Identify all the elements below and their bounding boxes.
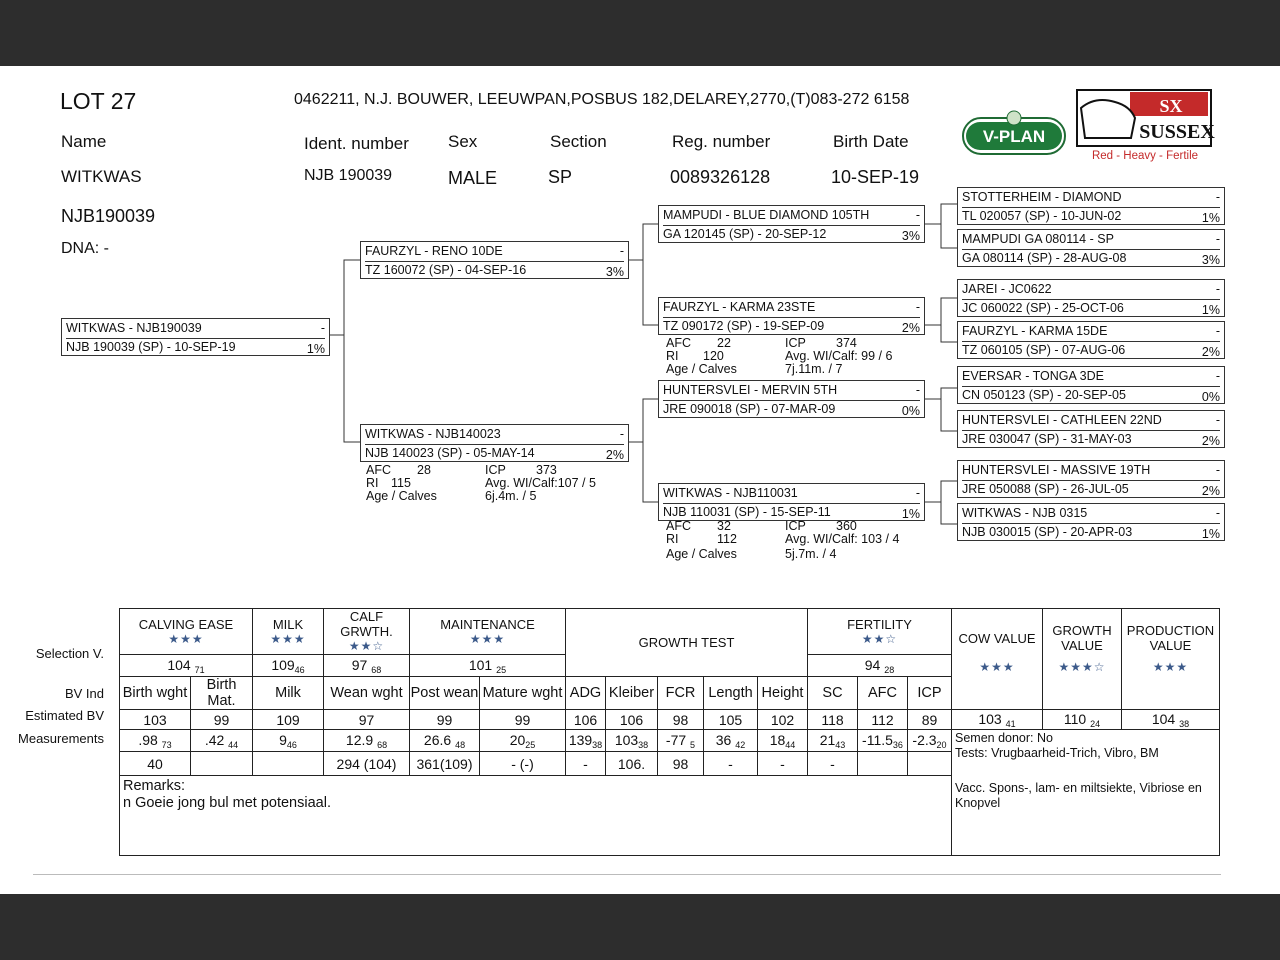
sussex-sx: SX xyxy=(1159,96,1183,116)
ebv-value: 103 xyxy=(614,731,639,748)
g8-dash: - xyxy=(1215,506,1220,520)
pedigree-dam-sire xyxy=(658,380,925,418)
group-maintenance xyxy=(410,609,566,655)
growth-value-label: GROWTH VALUE xyxy=(1052,623,1112,653)
sd-wi: Avg. WI/Calf: 99 / 6 xyxy=(785,349,893,363)
ident-header: Ident. number xyxy=(304,134,409,153)
cow-value-acc: 41 xyxy=(1005,718,1016,729)
ebv-cell xyxy=(253,730,324,752)
meas-cell: 106. xyxy=(606,752,658,776)
g8-line: NJB 030015 (SP) - 20-APR-03 xyxy=(962,525,1133,539)
meas-cell xyxy=(858,752,908,776)
ebv-cell xyxy=(410,730,480,752)
meas-cell: 294 (104) xyxy=(324,752,410,776)
g7-name: HUNTERSVLEI - MASSIVE 19TH xyxy=(962,463,1151,477)
row-label-meas: Measurements xyxy=(18,731,104,746)
g6-pct: 2% xyxy=(1201,434,1220,448)
col-kleiber: Kleiber xyxy=(606,677,658,710)
ebv-acc: 46 xyxy=(286,739,297,750)
pedigree-gg-1 xyxy=(957,187,1225,225)
g4-pct: 2% xyxy=(1201,345,1220,359)
production-value-label: PRODUCTION VALUE xyxy=(1126,623,1215,653)
sd-age-label: Age / Calves xyxy=(666,362,737,376)
sussex-text: SUSSEX xyxy=(1139,121,1215,143)
col-post-wean: Post wean xyxy=(410,677,480,710)
dd-afc: 32 xyxy=(717,519,731,533)
sd-afc-label: AFC xyxy=(666,336,691,350)
dam-icp: 373 xyxy=(536,463,557,477)
sd-ri-label: RI xyxy=(666,349,679,363)
g3-dash: - xyxy=(1215,282,1220,296)
row-label-ebv: Estimated BV xyxy=(25,708,104,723)
remarks-cell xyxy=(120,776,952,856)
g8-pct: 1% xyxy=(1201,527,1220,541)
bv-cell: 98 xyxy=(658,710,704,730)
dd-line: NJB 110031 (SP) - 15-SEP-11 xyxy=(663,505,831,519)
ebv-acc: 20 xyxy=(936,739,947,750)
col-icp: ICP xyxy=(908,677,952,710)
sel-calf-acc: 68 xyxy=(371,664,382,675)
remarks-label: Remarks: xyxy=(123,778,186,794)
bv-cell: 89 xyxy=(908,710,952,730)
dam-wi: Avg. WI/Calf:107 / 5 xyxy=(485,476,596,490)
sd-name: FAURZYL - KARMA 23STE xyxy=(663,300,816,314)
calving-ease-stars: ★★★ xyxy=(168,631,204,646)
pedigree-sire-dam xyxy=(658,297,925,335)
footer-divider xyxy=(33,874,1221,875)
ebv-acc: 25 xyxy=(525,739,536,750)
maintenance-stars: ★★★ xyxy=(469,631,506,646)
ss-dash: - xyxy=(915,208,920,222)
bv-row xyxy=(120,710,1220,730)
ebv-acc: 43 xyxy=(835,739,846,750)
g4-name: FAURZYL - KARMA 15DE xyxy=(962,324,1108,338)
pedigree-dam xyxy=(360,424,629,462)
fertility-label: FERTILITY xyxy=(847,616,912,632)
col-mature-weight: Mature wght xyxy=(480,677,566,710)
milk-stars: ★★★ xyxy=(270,631,306,646)
meas-cell: - xyxy=(566,752,606,776)
ebv-acc: 42 xyxy=(735,739,746,750)
ss-name: MAMPUDI - BLUE DIAMOND 105TH xyxy=(663,208,870,222)
dam-name: WITKWAS - NJB140023 xyxy=(365,427,501,441)
tests: Tests: Vrugbaarheid-Trich, Vibro, BM xyxy=(955,746,1159,760)
ebv-cell xyxy=(120,730,191,752)
dd-afc-label: AFC xyxy=(666,519,691,533)
ebv-cell xyxy=(908,730,952,752)
col-milk: Milk xyxy=(253,677,324,710)
bv-cell: 99 xyxy=(410,710,480,730)
birth-header: Birth Date xyxy=(833,132,909,151)
selection-calving-ease xyxy=(120,655,253,677)
sire-dash: - xyxy=(619,244,624,258)
sel-calf-value: 97 xyxy=(351,656,368,673)
row-label-selection: Selection V. xyxy=(35,646,104,661)
ebv-value: .42 xyxy=(204,731,225,748)
g5-name: EVERSAR - TONGA 3DE xyxy=(962,369,1104,383)
remarks-text: n Goeie jong bul met potensiaal. xyxy=(123,795,331,811)
row-label-bv: BV Ind xyxy=(64,686,104,701)
sel-milk-value: 109 xyxy=(271,656,295,673)
sd-pct: 2% xyxy=(901,321,920,335)
sel-milk-acc: 46 xyxy=(294,664,305,675)
col-adg: ADG xyxy=(566,677,606,710)
ebv-cell xyxy=(658,730,704,752)
dd-ri: 112 xyxy=(717,532,737,546)
lot-page xyxy=(0,66,1280,894)
pedigree-gg-4 xyxy=(957,321,1225,359)
fertility-stars: ★★☆ xyxy=(861,631,898,646)
dd-name: WITKWAS - NJB110031 xyxy=(663,486,798,500)
pedigree-gg-8 xyxy=(957,503,1225,541)
sel-maint-acc: 25 xyxy=(496,664,507,675)
meas-cell xyxy=(191,752,253,776)
sel-fert-acc: 28 xyxy=(884,664,895,675)
g2-name: MAMPUDI GA 080114 - SP xyxy=(962,232,1114,246)
col-length: Length xyxy=(704,677,758,710)
pedigree-sire xyxy=(360,241,629,279)
dd-ri-label: RI xyxy=(666,532,679,546)
ds-pct: 0% xyxy=(901,404,920,418)
pedigree-gg-2 xyxy=(957,229,1225,267)
group-production-value xyxy=(1122,609,1220,710)
group-calving-ease xyxy=(120,609,253,655)
sd-icp-label: ICP xyxy=(785,336,806,350)
g4-dash: - xyxy=(1215,324,1220,338)
sire-name: FAURZYL - RENO 10DE xyxy=(365,244,503,258)
ebv-acc: 68 xyxy=(377,739,388,750)
breeding-value-table xyxy=(119,608,1220,856)
pedigree-sire-sire xyxy=(658,205,925,243)
ebv-value: 20 xyxy=(509,731,526,748)
sel-fert-value: 94 xyxy=(864,656,881,673)
group-milk xyxy=(253,609,324,655)
subject-dash: - xyxy=(320,321,325,335)
ebv-acc: 73 xyxy=(161,739,172,750)
g6-name: HUNTERSVLEI - CATHLEEN 22ND xyxy=(962,413,1162,427)
bv-cell: 97 xyxy=(324,710,410,730)
meas-cell: 361(109) xyxy=(410,752,480,776)
meas-cell: - xyxy=(704,752,758,776)
milk-label: MILK xyxy=(272,616,304,632)
sd-ri: 120 xyxy=(703,349,724,363)
bv-cell: 118 xyxy=(808,710,858,730)
ebv-cell xyxy=(858,730,908,752)
sex-header: Sex xyxy=(448,132,478,151)
selection-maintenance xyxy=(410,655,566,677)
dd-icp: 360 xyxy=(836,519,857,533)
ebv-acc: 36 xyxy=(892,739,903,750)
dam-age: 6j.4m. / 5 xyxy=(485,489,537,503)
g5-line: CN 050123 (SP) - 20-SEP-05 xyxy=(962,388,1126,402)
pedigree-gg-3 xyxy=(957,279,1225,317)
bv-cell: 112 xyxy=(858,710,908,730)
ds-dash: - xyxy=(915,383,920,397)
g2-pct: 3% xyxy=(1201,253,1220,267)
name-header: Name xyxy=(61,132,107,151)
g1-line: TL 020057 (SP) - 10-JUN-02 xyxy=(962,209,1122,223)
vaccinations: Vacc. Spons-, lam- en miltsiekte, Vibriose en Knopvel xyxy=(955,781,1202,810)
col-birth-weight: Birth wght xyxy=(120,677,191,710)
sel-calving-acc: 71 xyxy=(194,664,205,675)
dam-afc: 28 xyxy=(417,463,431,477)
dd-pct: 1% xyxy=(901,507,920,521)
ebv-acc: 38 xyxy=(638,739,649,750)
col-afc: AFC xyxy=(858,677,908,710)
sd-dash: - xyxy=(915,300,920,314)
sd-afc: 22 xyxy=(717,336,731,350)
g3-name: JAREI - JC0622 xyxy=(962,282,1052,296)
ebv-cell xyxy=(606,730,658,752)
selection-calf-growth xyxy=(324,655,410,677)
group-growth-test: GROWTH TEST xyxy=(566,609,808,677)
sire-line: TZ 160072 (SP) - 04-SEP-16 xyxy=(365,263,527,277)
ebv-value: 26.6 xyxy=(423,731,452,748)
col-height: Height xyxy=(758,677,808,710)
g8-name: WITKWAS - NJB 0315 xyxy=(962,506,1088,520)
animal-reg: 0089326128 xyxy=(670,167,771,187)
subject-line: NJB 190039 (SP) - 10-SEP-19 xyxy=(66,340,236,354)
cow-value: 103 xyxy=(978,710,1002,727)
semen-donor: Semen donor: No xyxy=(955,731,1053,745)
pedigree-gg-5 xyxy=(957,366,1225,404)
maintenance-label: MAINTENANCE xyxy=(440,616,535,632)
ebv-cell xyxy=(808,730,858,752)
sire-pct: 3% xyxy=(605,265,624,279)
sd-age: 7j.11m. / 7 xyxy=(785,362,843,376)
g1-pct: 1% xyxy=(1201,211,1220,225)
ebv-value: -2.3 xyxy=(912,731,937,748)
ebv-cell xyxy=(191,730,253,752)
g4-line: TZ 060105 (SP) - 07-AUG-06 xyxy=(962,343,1126,357)
sussex-tagline: Red - Heavy - Fertile xyxy=(1091,150,1199,162)
group-cow-value xyxy=(952,609,1043,710)
animal-section: SP xyxy=(548,167,573,187)
ebv-cell xyxy=(566,730,606,752)
col-fcr: FCR xyxy=(658,677,704,710)
dd-age: 5j.7m. / 4 xyxy=(785,547,837,561)
production-value-stars: ★★★ xyxy=(1152,660,1189,674)
ebv-acc: 44 xyxy=(785,739,796,750)
g6-line: JRE 030047 (SP) - 31-MAY-03 xyxy=(962,432,1132,446)
dd-icp-label: ICP xyxy=(785,519,806,533)
pedigree-gg-6 xyxy=(957,410,1225,448)
sd-icp: 374 xyxy=(836,336,857,350)
g2-dash: - xyxy=(1215,232,1220,246)
ebv-value: 12.9 xyxy=(345,731,374,748)
bv-cell: 105 xyxy=(704,710,758,730)
sel-calving-value: 104 xyxy=(167,656,191,673)
calf-growth-label: CALF GRWTH. xyxy=(340,609,393,639)
g1-name: STOTTERHEIM - DIAMOND xyxy=(962,190,1122,204)
g5-pct: 0% xyxy=(1201,390,1220,404)
reg-header: Reg. number xyxy=(672,132,771,151)
ss-pct: 3% xyxy=(901,229,920,243)
bv-cell: 102 xyxy=(758,710,808,730)
group-calf-growth xyxy=(324,609,410,655)
pedigree-subject xyxy=(61,318,330,356)
dd-wi: Avg. WI/Calf: 103 / 4 xyxy=(785,532,900,546)
g7-line: JRE 050088 (SP) - 26-JUL-05 xyxy=(962,482,1129,496)
ebv-acc: 48 xyxy=(455,739,466,750)
dd-dash: - xyxy=(915,486,920,500)
g1-dash: - xyxy=(1215,190,1220,204)
dam-afc-label: AFC xyxy=(366,463,391,477)
bv-cell: 106 xyxy=(566,710,606,730)
ss-line: GA 120145 (SP) - 20-SEP-12 xyxy=(663,227,827,241)
bv-cell: 106 xyxy=(606,710,658,730)
animal-name: WITKWAS xyxy=(61,167,142,186)
cow-value-label: COW VALUE xyxy=(958,631,1036,646)
ebv-value: -11.5 xyxy=(862,731,893,748)
meas-cell: - xyxy=(758,752,808,776)
meas-cell xyxy=(253,752,324,776)
meas-cell xyxy=(908,752,952,776)
growth-value-acc: 24 xyxy=(1090,718,1101,729)
col-sc: SC xyxy=(808,677,858,710)
ebv-cell xyxy=(758,730,808,752)
growth-value: 110 xyxy=(1063,710,1087,727)
vplan-logo-text: V-PLAN xyxy=(982,127,1046,146)
ebv-value: 21 xyxy=(819,731,836,748)
g3-pct: 1% xyxy=(1201,303,1220,317)
cow-value-cell xyxy=(952,710,1043,730)
meas-cell: 40 xyxy=(120,752,191,776)
selection-milk xyxy=(253,655,324,677)
dam-pct: 2% xyxy=(605,448,624,462)
dd-age-label: Age / Calves xyxy=(666,547,737,561)
ebv-acc: 38 xyxy=(592,739,603,750)
g5-dash: - xyxy=(1215,369,1220,383)
production-value-acc: 38 xyxy=(1179,718,1190,729)
dam-ri-label: RI xyxy=(366,476,379,490)
pedigree-dam-dam xyxy=(658,483,925,521)
subject-name: WITKWAS - NJB190039 xyxy=(66,321,202,335)
g3-line: JC 060022 (SP) - 25-OCT-06 xyxy=(962,301,1124,315)
g6-dash: - xyxy=(1215,413,1220,427)
ebv-cell xyxy=(324,730,410,752)
group-growth-value xyxy=(1043,609,1122,710)
ebv-cell xyxy=(704,730,758,752)
sd-line: TZ 090172 (SP) - 19-SEP-09 xyxy=(663,319,825,333)
lot-number: LOT 27 xyxy=(60,88,137,114)
ebv-value: 139 xyxy=(568,731,593,748)
ebv-row xyxy=(120,730,1220,752)
g7-pct: 2% xyxy=(1201,484,1220,498)
sel-maint-value: 101 xyxy=(468,656,493,673)
dam-line: NJB 140023 (SP) - 05-MAY-14 xyxy=(365,446,535,460)
bv-cell: 99 xyxy=(191,710,253,730)
meas-cell: 98 xyxy=(658,752,704,776)
dam-dash: - xyxy=(619,427,624,441)
ds-name: HUNTERSVLEI - MERVIN 5TH xyxy=(663,383,838,397)
meas-cell: - (-) xyxy=(480,752,566,776)
dam-icp-label: ICP xyxy=(485,463,506,477)
bv-cell: 99 xyxy=(480,710,566,730)
dam-ri: 115 xyxy=(391,476,411,490)
ebv-acc: 5 xyxy=(690,739,696,750)
animal-birth: 10-SEP-19 xyxy=(831,167,920,187)
calf-growth-stars: ★★☆ xyxy=(348,639,385,653)
ebv-value: 18 xyxy=(769,731,786,748)
bv-cell: 109 xyxy=(253,710,324,730)
animal-ident: NJB 190039 xyxy=(304,167,393,184)
g2-line: GA 080114 (SP) - 28-AUG-08 xyxy=(962,251,1127,265)
section-header: Section xyxy=(550,132,607,151)
subject-pct: 1% xyxy=(306,342,325,356)
breeder-info: 0462211, N.J. BOUWER, LEEUWPAN,POSBUS 182,DELAREY,2770,(T)083-272 6158 xyxy=(294,91,910,108)
meas-cell: - xyxy=(808,752,858,776)
bv-cell: 103 xyxy=(120,710,191,730)
ebv-value: -77 xyxy=(665,731,687,748)
cow-value-stars: ★★★ xyxy=(979,660,1015,674)
production-value-cell xyxy=(1122,710,1220,730)
growth-value-cell xyxy=(1043,710,1122,730)
dna-label: DNA: - xyxy=(61,240,109,257)
group-fertility xyxy=(808,609,952,655)
g7-dash: - xyxy=(1215,463,1220,477)
dam-age-label: Age / Calves xyxy=(366,489,437,503)
ebv-cell xyxy=(480,730,566,752)
production-value: 104 xyxy=(1151,710,1176,727)
selection-fertility xyxy=(808,655,952,677)
col-birth-maternal: Birth Mat. xyxy=(191,677,253,710)
col-wean-weight: Wean wght xyxy=(324,677,410,710)
animal-sex: MALE xyxy=(448,168,498,188)
ebv-value: 9 xyxy=(279,731,287,748)
ebv-value: .98 xyxy=(138,731,158,748)
animal-code: NJB190039 xyxy=(61,206,156,226)
growth-value-stars: ★★★☆ xyxy=(1058,660,1106,674)
pedigree-gg-7 xyxy=(957,460,1225,498)
calving-ease-label: CALVING EASE xyxy=(138,616,234,632)
ebv-acc: 44 xyxy=(228,739,239,750)
notes-cell xyxy=(952,730,1220,856)
ds-line: JRE 090018 (SP) - 07-MAR-09 xyxy=(663,402,836,416)
ebv-value: 36 xyxy=(715,731,732,748)
